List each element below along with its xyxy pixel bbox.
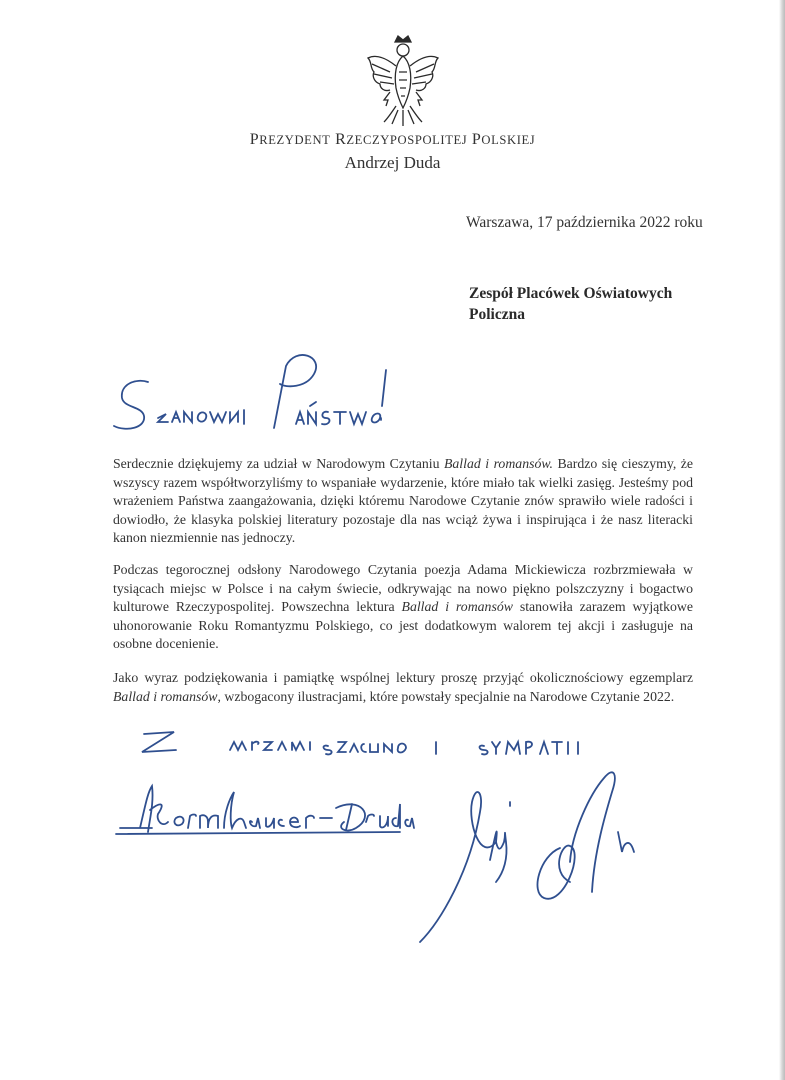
letter-date: Warszawa, 17 października 2022 roku [466, 214, 703, 231]
p2-text-b: stanowiła zarazem wyjątkowe uhonorowanie Roku Romantyzmu Polskiego, co jest dodatkowym walorem tej akcji i zasługuje na osobne docenienie. [113, 599, 693, 652]
p2-book-title: Ballad i romansów [401, 599, 513, 615]
recipient-block [469, 283, 672, 325]
p2-text-a: Podczas tegorocznej odsłony Narodowego Czytania poezja Adama Mickiewicza rozbrzmiewała w tysiącach miejsc w Polsce i na całym świecie, odkrywając na nowo piękno polszczyzny i bogactwo kulturowe Rzeczypospolitej. Powszechna lektura [113, 562, 693, 615]
p1-text-a: Serdecznie dziękujemy za udział w Narodowym Czytaniu [113, 456, 444, 471]
body-paragraph-1 [113, 455, 693, 548]
body-paragraph-2 [113, 561, 693, 654]
sender-title [0, 131, 785, 149]
p3-book-title: Ballad i romansów [113, 688, 218, 704]
body-paragraph-3 [113, 669, 693, 706]
p3-text-a: Jako wyraz podziękowania i pamiątkę wspólnej lektury proszę przyjąć okolicznościowy egzemplarz [113, 670, 693, 685]
p1-book-title: Ballad i romansów. [443, 456, 553, 471]
recipient-line-1: Zespół Placówek Oświatowych [469, 285, 673, 302]
title-word-2-initial: R [335, 131, 347, 148]
handwritten-closing-and-signatures [100, 722, 700, 952]
p1-text-b: Bardzo się cieszymy, że wszyscy razem współtworzyliśmy to wspaniałe wydarzenie, które miało tak wielki zasięg. Jesteśmy pod wrażeniem Państwa zaangażowania, dzięki któremu Narodowe Czytanie znów sprawiło wiele radości i dowiodło, że klasyka polskiej literatury pozostaje dla nas wciąż żywa i inspirująca i że nasz literacki kanon niezmiennie nas jednoczy. [113, 456, 694, 546]
polish-eagle-emblem-icon [362, 28, 444, 128]
handwritten-greeting [100, 340, 400, 440]
scan-page-edge [779, 0, 785, 1080]
title-word-1-rest: REZYDENT [259, 133, 331, 147]
p3-text-b: , wzbogacony ilustracjami, które powstały specjalnie na Narodowe Czytanie 2022. [217, 688, 675, 704]
title-word-1-initial: P [249, 131, 260, 148]
recipient-line-2: Policzna [469, 306, 525, 323]
title-word-2-rest: ZECZYPOSPOLITEJ [346, 133, 468, 147]
title-word-3-rest: OLSKIEJ [481, 133, 536, 147]
sender-name: Andrzej Duda [344, 153, 441, 172]
title-word-3-initial: P [471, 131, 482, 148]
